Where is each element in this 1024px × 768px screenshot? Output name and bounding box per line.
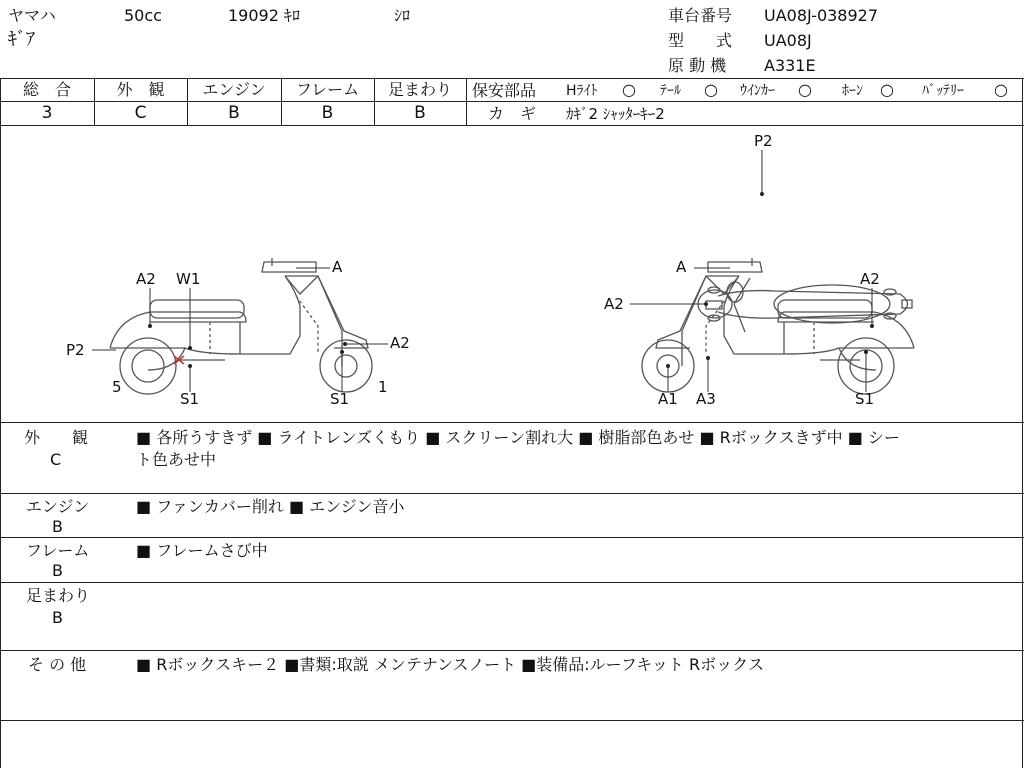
label-left-p2: P2 bbox=[66, 341, 85, 359]
grade-value: B bbox=[414, 103, 426, 123]
label-left-s1-b: S1 bbox=[330, 390, 350, 408]
label-right-a1: A1 bbox=[658, 390, 678, 408]
note-label: そ の 他 bbox=[28, 655, 87, 674]
engine-value: A331E bbox=[764, 56, 816, 75]
grade-value: B bbox=[321, 103, 334, 123]
label-right-a2-top: A2 bbox=[860, 270, 880, 288]
note-label: フレーム bbox=[26, 541, 90, 560]
safety-item-horn: ﾎｰﾝ bbox=[842, 83, 863, 99]
label-top-p2: P2 bbox=[754, 132, 773, 150]
safety-mark: ○ bbox=[704, 80, 718, 99]
grade-label: 足まわり bbox=[387, 80, 452, 99]
frame-no: UA08J-038927 bbox=[764, 6, 879, 25]
label-right-a3: A3 bbox=[696, 390, 716, 408]
label-left-s1-a: S1 bbox=[180, 390, 200, 408]
key-value: ｶｷﾞ2 ｼｬｯﾀｰｷｰ2 bbox=[566, 105, 665, 123]
safety-mark: ○ bbox=[622, 80, 636, 99]
note-line: ■ Rボックスキー２ ■書類:取説 メンテナンスノート ■装備品:ルーフキット Rボックス bbox=[136, 655, 764, 674]
maker: ヤマハ bbox=[8, 6, 56, 25]
label-left-1: 1 bbox=[378, 378, 388, 396]
note-grade: B bbox=[52, 517, 63, 536]
color: ｼﾛ bbox=[394, 6, 411, 25]
grade-label: フレーム bbox=[295, 80, 360, 99]
label-right-s1: S1 bbox=[855, 390, 875, 408]
note-line: ト色あせ中 bbox=[136, 450, 217, 469]
grade-label: 外 観 bbox=[116, 80, 165, 99]
safety-mark: ○ bbox=[880, 80, 894, 99]
displacement: 50cc bbox=[124, 6, 162, 25]
key-label: カ ギ bbox=[488, 104, 537, 123]
note-label: 外 観 bbox=[24, 428, 89, 447]
engine-label: 原 動 機 bbox=[668, 56, 727, 75]
label-right-a2-front: A2 bbox=[604, 295, 624, 313]
note-grade: B bbox=[52, 561, 63, 580]
label-right-a: A bbox=[676, 258, 687, 276]
note-line: ■ ファンカバー削れ ■ エンジン音小 bbox=[136, 497, 405, 516]
note-label: エンジン bbox=[26, 497, 90, 516]
label-left-a2-front: A2 bbox=[390, 334, 410, 352]
safety-item-battery: ﾊﾞｯﾃﾘｰ bbox=[922, 83, 964, 99]
label-left-5: 5 bbox=[112, 378, 122, 396]
note-line: ■ フレームさび中 bbox=[136, 541, 268, 560]
note-label: 足まわり bbox=[26, 586, 91, 605]
mileage: 19092 ｷﾛ bbox=[228, 6, 300, 25]
note-line: ■ 各所うすきず ■ ライトレンズくもり ■ スクリーン割れ大 ■ 樹脂部色あせ ■ Rボックスきず中 ■ シー bbox=[136, 428, 900, 447]
label-left-a: A bbox=[332, 258, 343, 276]
safety-item-taillight: ﾃｰﾙ bbox=[660, 83, 681, 99]
grade-label: エンジン bbox=[202, 80, 266, 99]
type-label: 型 式 bbox=[668, 31, 733, 50]
safety-mark: ○ bbox=[994, 80, 1008, 99]
note-grade: B bbox=[52, 608, 63, 627]
safety-label: 保安部品 bbox=[472, 81, 537, 100]
label-left-w1: W1 bbox=[176, 270, 201, 288]
grade-value: 3 bbox=[41, 103, 53, 123]
grade-value: B bbox=[228, 103, 240, 123]
frame-no-label: 車台番号 bbox=[668, 6, 733, 25]
grade-value: C bbox=[134, 103, 147, 123]
damage-diagram bbox=[0, 126, 1024, 422]
type-value: UA08J bbox=[764, 31, 812, 50]
safety-mark: ○ bbox=[798, 80, 812, 99]
safety-item-winker: ｳｲﾝｶｰ bbox=[740, 83, 775, 99]
safety-item-headlight: Hﾗｲﾄ bbox=[566, 83, 598, 99]
grade-label: 総 合 bbox=[22, 80, 71, 99]
model-name: ｷﾞｱ bbox=[8, 29, 35, 50]
label-left-a2-top: A2 bbox=[136, 270, 156, 288]
note-grade: C bbox=[50, 450, 62, 469]
